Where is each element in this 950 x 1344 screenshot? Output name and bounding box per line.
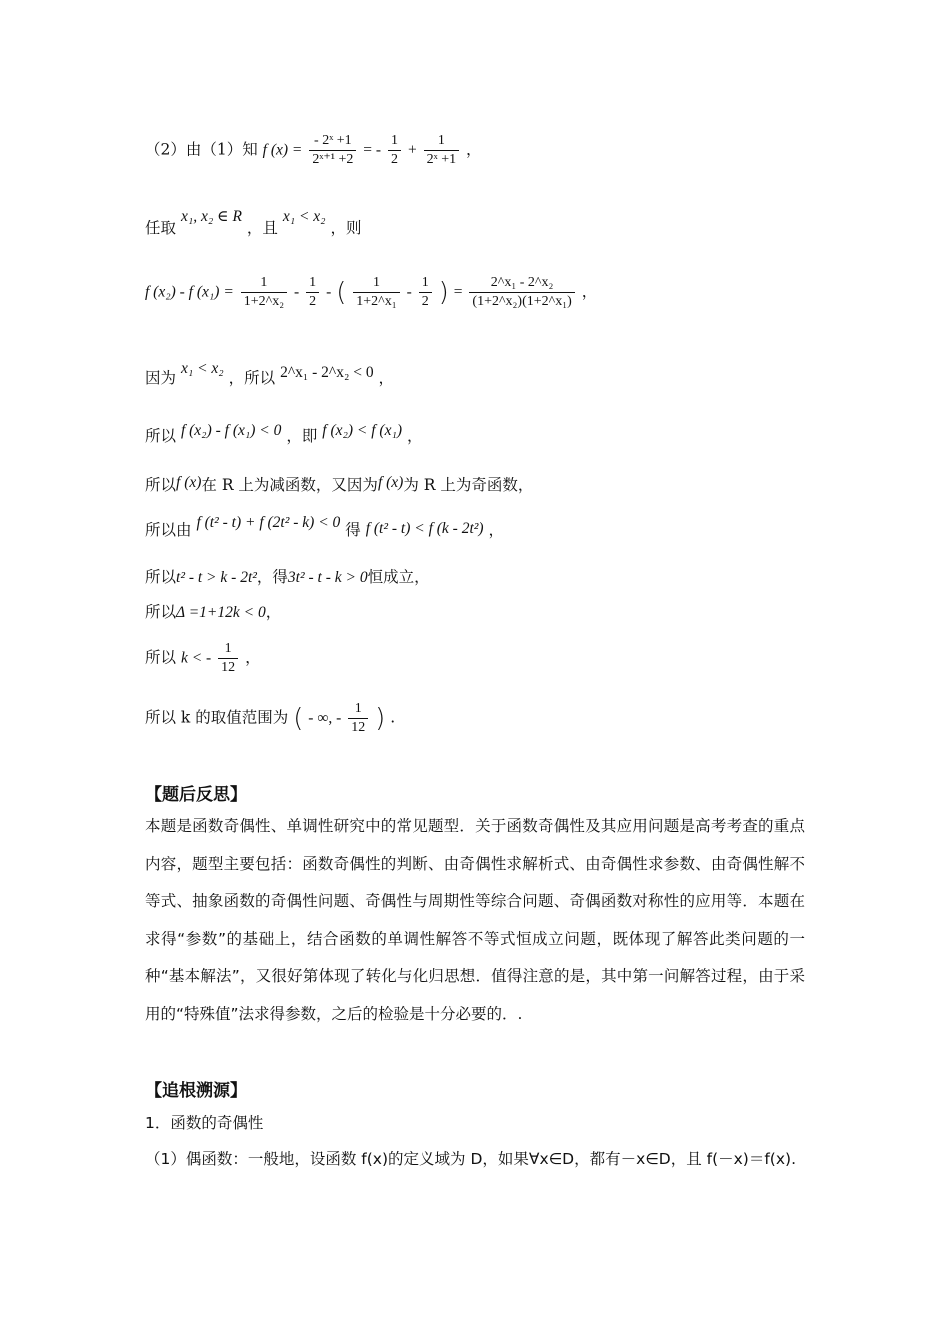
- math: f (x₂) < f (x₁): [322, 422, 403, 439]
- text: ，: [466, 140, 482, 159]
- math: f (x₂) - f (x₁) =: [145, 283, 234, 301]
- fraction: $\frac{1}{12}$: [348, 700, 368, 737]
- math: f (t² - t) < f (k - 2t²): [365, 520, 484, 537]
- fraction: $\frac{1}{2}$: [306, 274, 319, 311]
- text: ，即: [286, 427, 318, 445]
- fraction: $\frac{1}{12}$: [218, 640, 238, 677]
- fraction: $\frac{1}{2}$: [419, 274, 432, 311]
- text: 任取: [145, 219, 177, 237]
- math: x₁ < x₂: [282, 208, 326, 225]
- fraction: $\frac{\text{- 2ˣ +1}}{\text{2ˣ⁺¹ +2}}$: [309, 132, 356, 169]
- source-item-1: 1．函数的奇偶性: [145, 1114, 264, 1132]
- fraction: $\frac{1}{\text{1+2\textasciicircum{}x₂}}$: [241, 274, 287, 311]
- solution-line-3: f (x₂) - f (x₁) = $\frac{1}{\text{1+2\textasciicircum{}x₂}}$ - $\frac{1}{2}$ - ( $\frac{1}{\text{1+2\textasciicircum{}x₁}}$ - $\frac{1}{2}$ ) = $\frac{\text{2\textasciicircum{}x₁ - 2\textasciicircum{}x₂}}{\text{(1+2\textasciicircum{}x₂)(1+2\textasciicircum{}x₁)}}$ ，: [145, 275, 598, 309]
- math: x₁ < x₂: [180, 360, 224, 377]
- text: ，则: [330, 219, 362, 237]
- solution-line-6: 所以f (x)在 R 上为减函数，又因为f (x)为 R 上为奇函数，: [145, 474, 534, 494]
- math: +: [407, 141, 417, 159]
- math: f (x) =: [262, 141, 303, 159]
- solution-line-4: [145, 360, 395, 389]
- text: 因为: [145, 369, 177, 387]
- solution-line-11: 所以 k 的取值范围为 ( - ∞, - $\frac{1}{12}$ ) .: [145, 701, 396, 735]
- solution-line-8: 所以t² - t > k - 2t²，得3t² - t - k > 0恒成立，: [145, 568, 430, 586]
- math: = -: [363, 141, 382, 159]
- text: （2）由（1）知: [145, 140, 258, 159]
- math: x₁, x₂ ∈ R: [180, 208, 242, 225]
- solution-line-5: [145, 422, 423, 447]
- fraction: $\frac{1}{\text{1+2\textasciicircum{}x₁}}$: [353, 274, 399, 311]
- fraction: $\frac{\text{2\textasciicircum{}x₁ - 2\textasciicircum{}x₂}}{\text{(1+2\textasciicircum{}x₂)(1+2\textasciicircum{}x₁)}}$: [469, 274, 574, 311]
- math: 2^x₁ - 2^x₂ < 0: [280, 364, 374, 381]
- text: 所以: [145, 427, 177, 445]
- reflection-paragraph: 本题是函数奇偶性、单调性研究中的常见题型．关于函数奇偶性及其应用问题是高考考查的重点内容，题型主要包括：函数奇偶性的判断、由奇偶性求解析式、由奇偶性求参数、由奇偶性解不等式、抽象函数的奇偶性问题、奇偶性与周期性等综合问题、奇偶函数对称性的应用等．本题在求得“参数”的基础上，结合函数的单调性解答不等式恒成立问题，既体现了解答此类问题的一种“基本解法”，又很好第体现了转化与化归思想．值得注意的是，其中第一问解答过程，由于采用的“特殊值”法求得参数，之后的检验是十分必要的．.: [145, 817, 805, 1023]
- text: ，: [378, 369, 395, 387]
- source-item-2: （1）偶函数：一般地，设函数 f(x)的定义域为 D，如果∀x∈D，都有－x∈D，且 f(－x)＝f(x).: [145, 1150, 797, 1168]
- solution-line-2: [145, 208, 362, 239]
- text: ，所以: [228, 369, 276, 387]
- solution-line-10: 所以 k < - $\frac{1}{12}$ ，: [145, 641, 261, 675]
- fraction: $\frac{1}{2}$: [388, 132, 401, 169]
- fraction: $\frac{1}{\text{2ˣ +1}}$: [424, 132, 459, 169]
- solution-line-1: [145, 132, 482, 169]
- solution-line-9: 所以Δ =1+12k < 0，: [145, 603, 282, 621]
- math: f (t² - t) + f (2t² - k) < 0: [196, 514, 341, 531]
- reflection-heading: 【题后反思】: [145, 785, 247, 805]
- solution-line-7: 所以由 f (t² - t) + f (2t² - k) < 0 得 f (t² - t) < f (k - 2t²) ，: [145, 514, 505, 539]
- math: f (x₂) - f (x₁) < 0: [180, 422, 282, 439]
- source-heading: 【追根溯源】: [145, 1081, 247, 1101]
- text: ，: [406, 427, 423, 445]
- text: ，且: [246, 219, 278, 237]
